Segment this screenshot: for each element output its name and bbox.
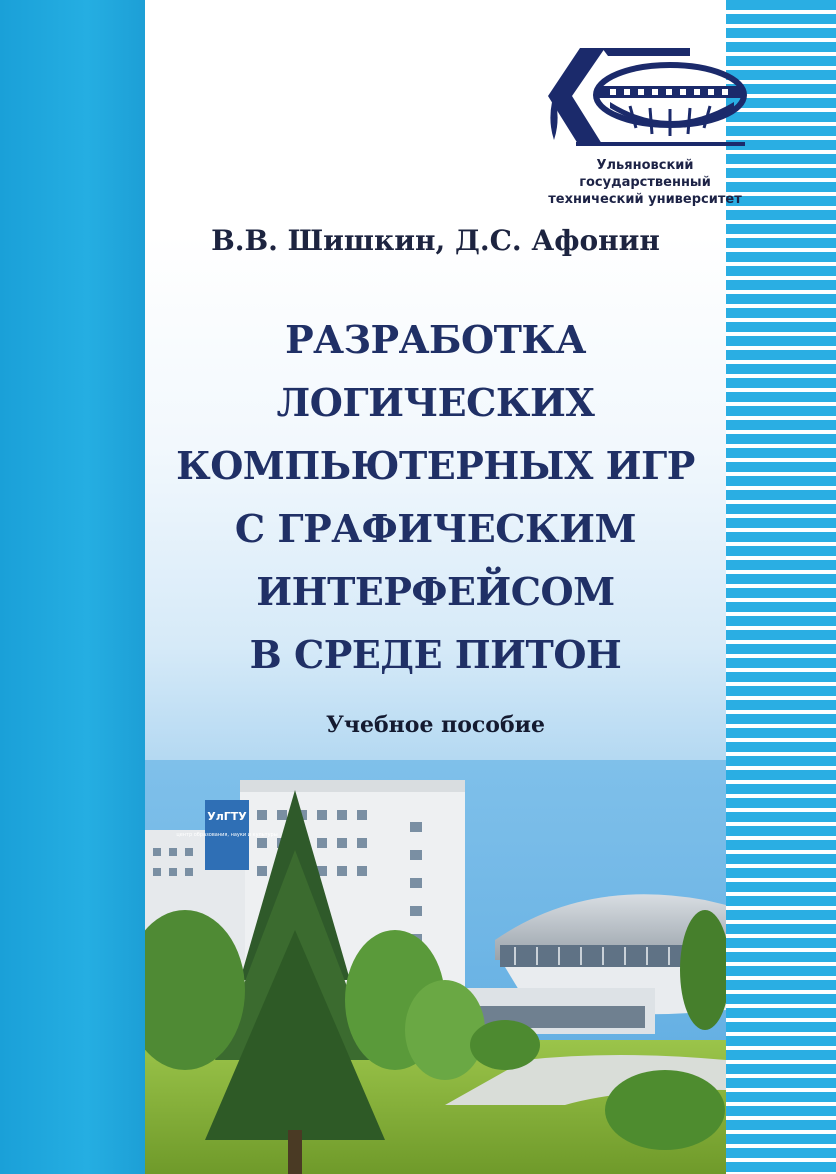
university-name-line1: Ульяновский государственный	[579, 158, 711, 190]
title-line-2: ЛОГИЧЕСКИХ	[276, 380, 595, 425]
university-name	[530, 157, 760, 208]
title-line-4: С ГРАФИЧЕСКИМ	[234, 506, 637, 551]
university-logo-icon	[540, 40, 750, 150]
building-sign-caption: центр образования, науки и культуры	[176, 832, 278, 838]
book-subtitle: Учебное пособие	[326, 712, 545, 738]
book-title	[145, 308, 726, 686]
title-line-1: РАЗРАБОТКА	[285, 317, 586, 362]
title-line-5: ИНТЕРФЕЙСОМ	[256, 569, 615, 614]
title-line-6: В СРЕДЕ ПИТОН	[249, 632, 622, 677]
title-line-3: КОМПЬЮТЕРНЫХ ИГР	[176, 443, 695, 488]
campus-photo	[145, 760, 726, 1174]
authors: В.В. Шишкин, Д.С. Афонин	[211, 224, 660, 257]
building-sign-name: УлГТУ	[207, 810, 247, 823]
left-blue-band	[0, 0, 145, 1174]
university-name-line2: технический университет	[548, 192, 742, 207]
